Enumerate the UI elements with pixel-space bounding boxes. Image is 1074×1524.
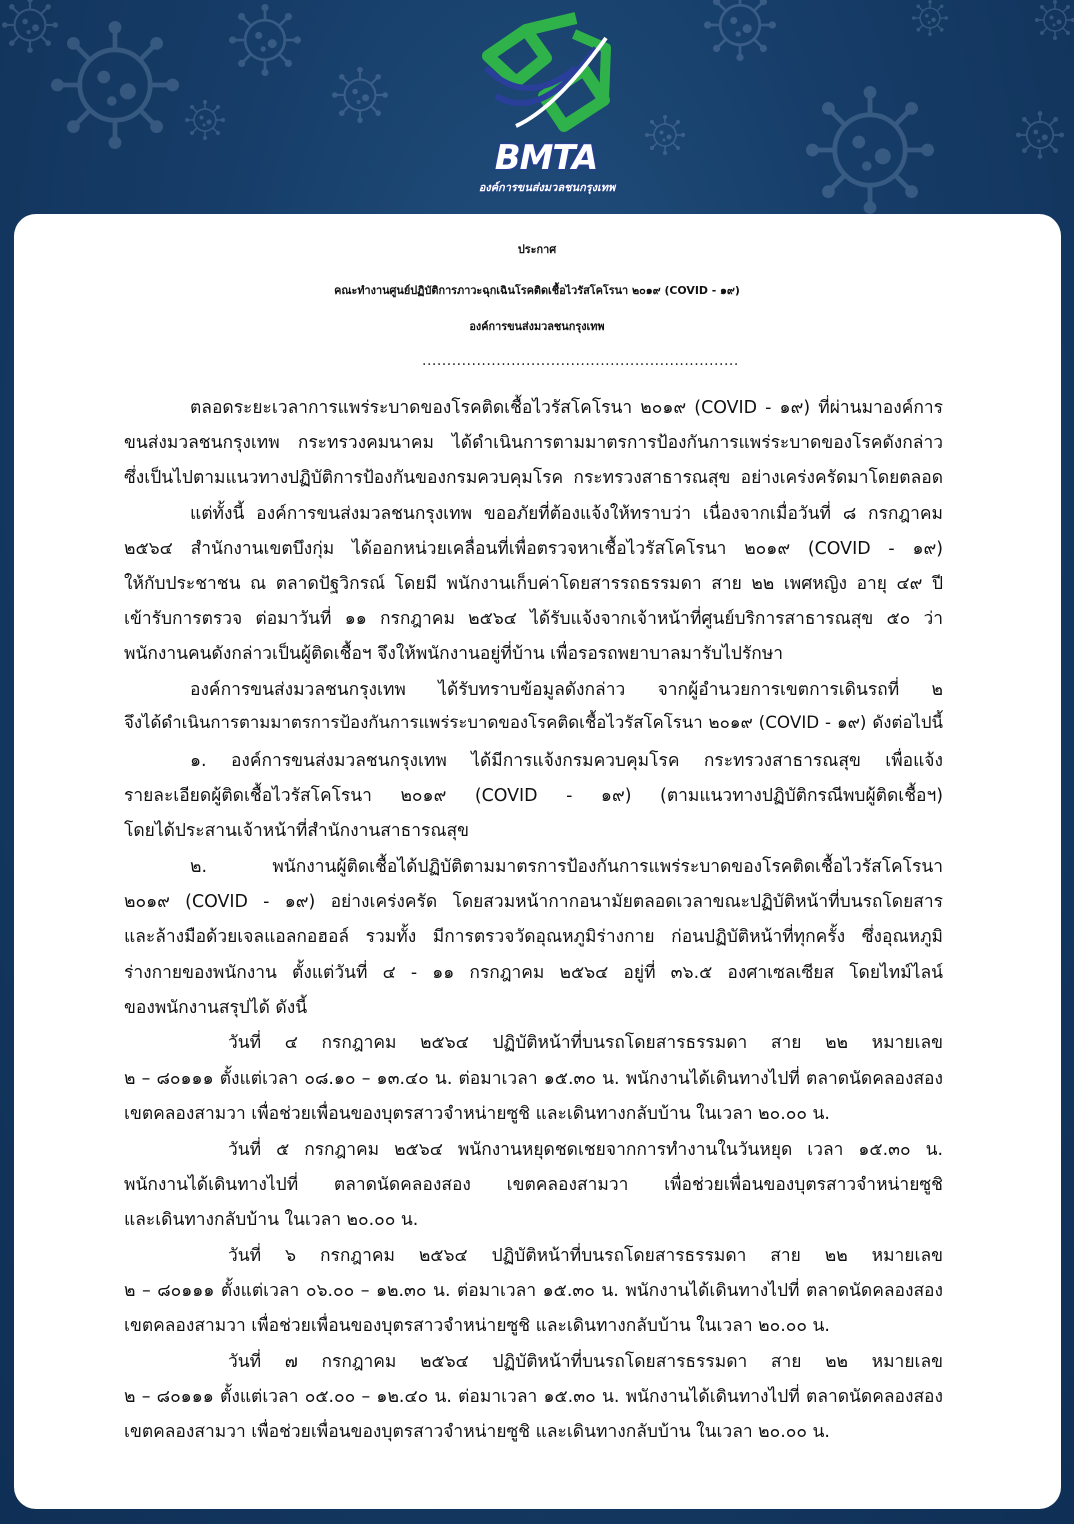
- body-line: ๒๕๖๔ สำนักงานเขตบึงกุ่ม ได้ออกหน่วยเคลื่อนที่เพื่อตรวจหาเชื้อไวรัสโคโรนา ๒๐๑๙ (COVID - ๑๙): [124, 539, 943, 559]
- body-line: ๒. พนักงานผู้ติดเชื้อได้ปฏิบัติตามมาตรการป้องกันการแพร่ระบาดของโรคติดเชื้อไวรัสโคโรนา: [190, 857, 943, 877]
- body-line: ให้กับประชาชน ณ ตลาดปัฐวิกรณ์ โดยมี พนักงานเก็บค่าโดยสารรถธรรมดา สาย ๒๒ เพศหญิง อายุ ๔๙ ปี: [124, 574, 943, 594]
- timeline-line: ๒ – ๘๐๑๑๑ ตั้งแต่เวลา ๐๕.๐๐ – ๑๒.๔๐ น. ต่อมาเวลา ๑๕.๓๐ น. พนักงานได้เดินทางไปที่ ตลาดนัดคลองสอง: [124, 1387, 943, 1407]
- body-line: โดยได้ประสานเจ้าหน้าที่สำนักงานสาธารณสุข: [124, 821, 470, 841]
- timeline-line: เขตคลองสามวา เพื่อช่วยเพื่อนของบุตรสาวจำหน่ายซูชิ และเดินทางกลับบ้าน ในเวลา ๒๐.๐๐ น.: [124, 1316, 830, 1336]
- header-divider: ................................................................: [422, 353, 739, 369]
- committee-title: คณะทำงานศูนย์ปฏิบัติการภาวะฉุกเฉินโรคติดเชื้อไวรัสโคโรนา ๒๐๑๙ (COVID - ๑๙): [334, 284, 740, 297]
- logo-wordmark: BMTA: [494, 138, 598, 178]
- body-line: พนักงานคนดังกล่าวเป็นผู้ติดเชื้อฯ จึงให้พนักงานอยู่ที่บ้าน เพื่อรอรถพยาบาลมารับไปรักษา: [124, 644, 784, 664]
- body-line: ซึ่งเป็นไปตามแนวทางปฏิบัติการป้องกันของกรมควบคุมโรค กระทรวงสาธารณสุข อย่างเคร่งครัดมาโดยตลอด: [124, 468, 943, 488]
- timeline-line: วันที่ ๖ กรกฎาคม ๒๕๖๔ ปฏิบัติหน้าที่บนรถโดยสารธรรมดา สาย ๒๒ หมายเลข: [228, 1246, 943, 1266]
- body-line: และล้างมือด้วยเจลแอลกอฮอล์ รวมทั้ง มีการตรวจวัดอุณหภูมิร่างกาย ก่อนปฏิบัติหน้าที่ทุกครั้ง ซึ่งอุณหภูมิ: [124, 927, 943, 947]
- timeline-line: วันที่ ๔ กรกฎาคม ๒๕๖๔ ปฏิบัติหน้าที่บนรถโดยสารธรรมดา สาย ๒๒ หมายเลข: [228, 1033, 943, 1053]
- body-line: ร่างกายของพนักงาน ตั้งแต่วันที่ ๔ - ๑๑ กรกฎาคม ๒๕๖๔ อยู่ที่ ๓๖.๕ องศาเซลเซียส โดยไทม์ไลน์: [124, 963, 943, 983]
- timeline-line: วันที่ ๕ กรกฎาคม ๒๕๖๔ พนักงานหยุดชดเชยจากการทำงานในวันหยุด เวลา ๑๕.๓๐ น.: [228, 1140, 943, 1160]
- body-line: เข้ารับการตรวจ ต่อมาวันที่ ๑๑ กรกฎาคม ๒๕๖๔ ได้รับแจ้งจากเจ้าหน้าที่ศูนย์บริการสาธารณสุข ๕๐ ว่า: [124, 609, 943, 629]
- body-line: แต่ทั้งนี้ องค์การขนส่งมวลชนกรุงเทพ ขออภัยที่ต้องแจ้งให้ทราบว่า เนื่องจากเมื่อวันที่ ๘ กรกฎาคม: [190, 504, 943, 524]
- body-line: ตลอดระยะเวลาการแพร่ระบาดของโรคติดเชื้อไวรัสโคโรนา ๒๐๑๙ (COVID - ๑๙) ที่ผ่านมาองค์การ: [190, 398, 943, 418]
- timeline-line: เขตคลองสามวา เพื่อช่วยเพื่อนของบุตรสาวจำหน่ายซูชิ และเดินทางกลับบ้าน ในเวลา ๒๐.๐๐ น.: [124, 1104, 830, 1124]
- timeline-line: วันที่ ๗ กรกฎาคม ๒๕๖๔ ปฏิบัติหน้าที่บนรถโดยสารธรรมดา สาย ๒๒ หมายเลข: [228, 1352, 943, 1372]
- logo-subtitle: องค์การขนส่งมวลชนกรุงเทพ: [478, 181, 616, 194]
- body-line: องค์การขนส่งมวลชนกรุงเทพ ได้รับทราบข้อมูลดังกล่าว จากผู้อำนวยการเขตการเดินรถที่ ๒: [190, 680, 943, 700]
- organization-title: องค์การขนส่งมวลชนกรุงเทพ: [469, 320, 605, 333]
- body-line: ขนส่งมวลชนกรุงเทพ กระทรวงคมนาคม ได้ดำเนินการตามมาตรการป้องกันการแพร่ระบาดของโรคดังกล่าว: [124, 433, 943, 453]
- body-line: ของพนักงานสรุปได้ ดังนี้: [124, 998, 308, 1018]
- body-line: ๑. องค์การขนส่งมวลชนกรุงเทพ ได้มีการแจ้งกรมควบคุมโรค กระทรวงสาธารณสุข เพื่อแจ้ง: [190, 751, 943, 771]
- body-line: ๒๐๑๙ (COVID - ๑๙) อย่างเคร่งครัด โดยสวมหน้ากากอนามัยตลอดเวลาขณะปฏิบัติหน้าที่บนรถโดยสาร: [124, 892, 943, 912]
- timeline-line: เขตคลองสามวา เพื่อช่วยเพื่อนของบุตรสาวจำหน่ายซูชิ และเดินทางกลับบ้าน ในเวลา ๒๐.๐๐ น.: [124, 1422, 830, 1442]
- body-line: รายละเอียดผู้ติดเชื้อไวรัสโคโรนา ๒๐๑๙ (COVID - ๑๙) (ตามแนวทางปฏิบัติกรณีพบผู้ติดเชื้อฯ): [124, 786, 943, 806]
- timeline-line: ๒ – ๘๐๑๑๑ ตั้งแต่เวลา ๐๘.๑๐ – ๑๓.๔๐ น. ต่อมาเวลา ๑๕.๓๐ น. พนักงานได้เดินทางไปที่ ตลาดนัดคลองสอง: [124, 1069, 943, 1089]
- announcement-title: ประกาศ: [517, 243, 557, 256]
- timeline-line: และเดินทางกลับบ้าน ในเวลา ๒๐.๐๐ น.: [124, 1210, 419, 1230]
- body-line: จึงได้ดำเนินการตามมาตรการป้องกันการแพร่ระบาดของโรคติดเชื้อไวรัสโคโรนา ๒๐๑๙ (COVID - ๑๙) ดังต่อไปนี้: [124, 712, 943, 732]
- timeline-line: ๒ – ๘๐๑๑๑ ตั้งแต่เวลา ๐๖.๐๐ – ๑๒.๓๐ น. ต่อมาเวลา ๑๕.๓๐ น. พนักงานได้เดินทางไปที่ ตลาดนัดคลองสอง: [124, 1281, 943, 1301]
- timeline-line: พนักงานได้เดินทางไปที่ ตลาดนัดคลองสอง เขตคลองสามวา เพื่อช่วยเพื่อนของบุตรสาวจำหน่ายซูชิ: [124, 1175, 943, 1195]
